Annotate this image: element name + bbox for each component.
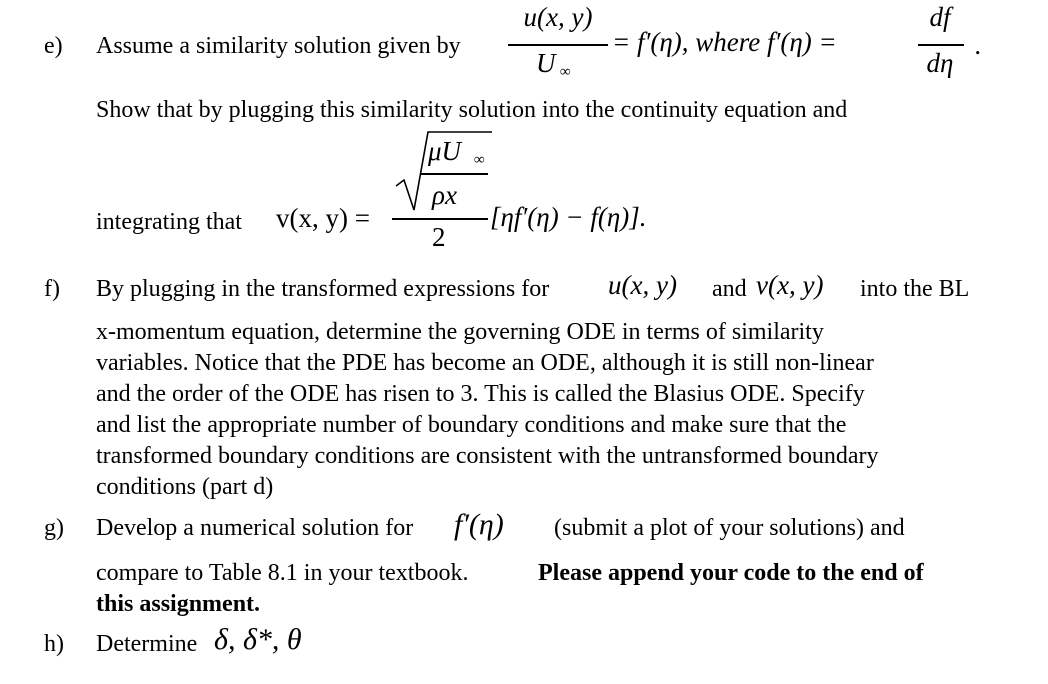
item-g-line1-b: (submit a plot of your solutions) and xyxy=(554,515,905,541)
item-f-line1-a: By plugging in the transformed expressions for xyxy=(96,276,550,302)
outer-fraction-denominator: 2 xyxy=(432,222,446,252)
sqrt-denominator: ρx xyxy=(432,180,457,210)
equation-period: . xyxy=(975,30,982,60)
item-f-line1-b: into the BL xyxy=(860,276,970,302)
fraction-denominator: U xyxy=(536,48,556,78)
item-g-line3-bold: this assignment. xyxy=(96,591,261,617)
bracket-expression: [ηf′(η) − f(η)]. xyxy=(490,202,647,232)
derivative-numerator: df xyxy=(929,2,951,32)
item-g-label: g) xyxy=(44,515,64,541)
similarity-rhs: = f′(η), where f′(η) = xyxy=(612,27,837,57)
item-f-u-expr: u(x, y) xyxy=(608,270,677,300)
derivative-denominator: dη xyxy=(926,48,954,78)
item-f-label: f) xyxy=(44,276,60,302)
item-g-line1-a: Develop a numerical solution for xyxy=(96,515,414,541)
item-e-line3-lead: integrating that xyxy=(96,209,242,235)
item-f-line: x-momentum equation, determine the governing ODE in terms of similarity xyxy=(96,319,824,345)
outer-fraction-bar xyxy=(392,218,488,220)
item-f-v-expr: v(x, y) xyxy=(756,270,824,300)
item-h-symbols: δ, δ*, θ xyxy=(214,623,302,656)
item-h-label: h) xyxy=(44,631,64,657)
item-e-line2: Show that by plugging this similarity solution into the continuity equation and xyxy=(96,97,848,123)
item-g-line2-normal: compare to Table 8.1 in your textbook. xyxy=(96,560,469,586)
item-f-and: and xyxy=(712,276,747,302)
item-h-text: Determine xyxy=(96,631,198,657)
fraction-denominator-subscript: ∞ xyxy=(560,64,571,80)
item-g-f-expr: f′(η) xyxy=(454,508,504,541)
fraction-numerator: u(x, y) xyxy=(523,2,593,32)
item-e-intro: Assume a similarity solution given by xyxy=(96,33,461,59)
item-f-line: and the order of the ODE has risen to 3. This is called the Blasius ODE. Specify xyxy=(96,381,865,407)
item-e-label: e) xyxy=(44,33,63,59)
fraction-bar xyxy=(508,44,608,46)
sqrt-numerator: μU xyxy=(428,136,462,166)
sqrt-numerator-subscript: ∞ xyxy=(474,152,485,168)
item-f-line: and list the appropriate number of boundary conditions and make sure that the xyxy=(96,412,847,438)
item-f-line: conditions (part d) xyxy=(96,474,274,500)
item-f-line: variables. Notice that the PDE has become an ODE, although it is still non-linear xyxy=(96,350,874,376)
derivative-bar xyxy=(918,44,964,46)
v-lhs: v(x, y) = xyxy=(276,203,370,233)
item-f-line: transformed boundary conditions are consistent with the untransformed boundary xyxy=(96,443,879,469)
item-g-line2-bold: Please append your code to the end of xyxy=(538,560,924,586)
sqrt-inner-bar xyxy=(420,173,488,175)
